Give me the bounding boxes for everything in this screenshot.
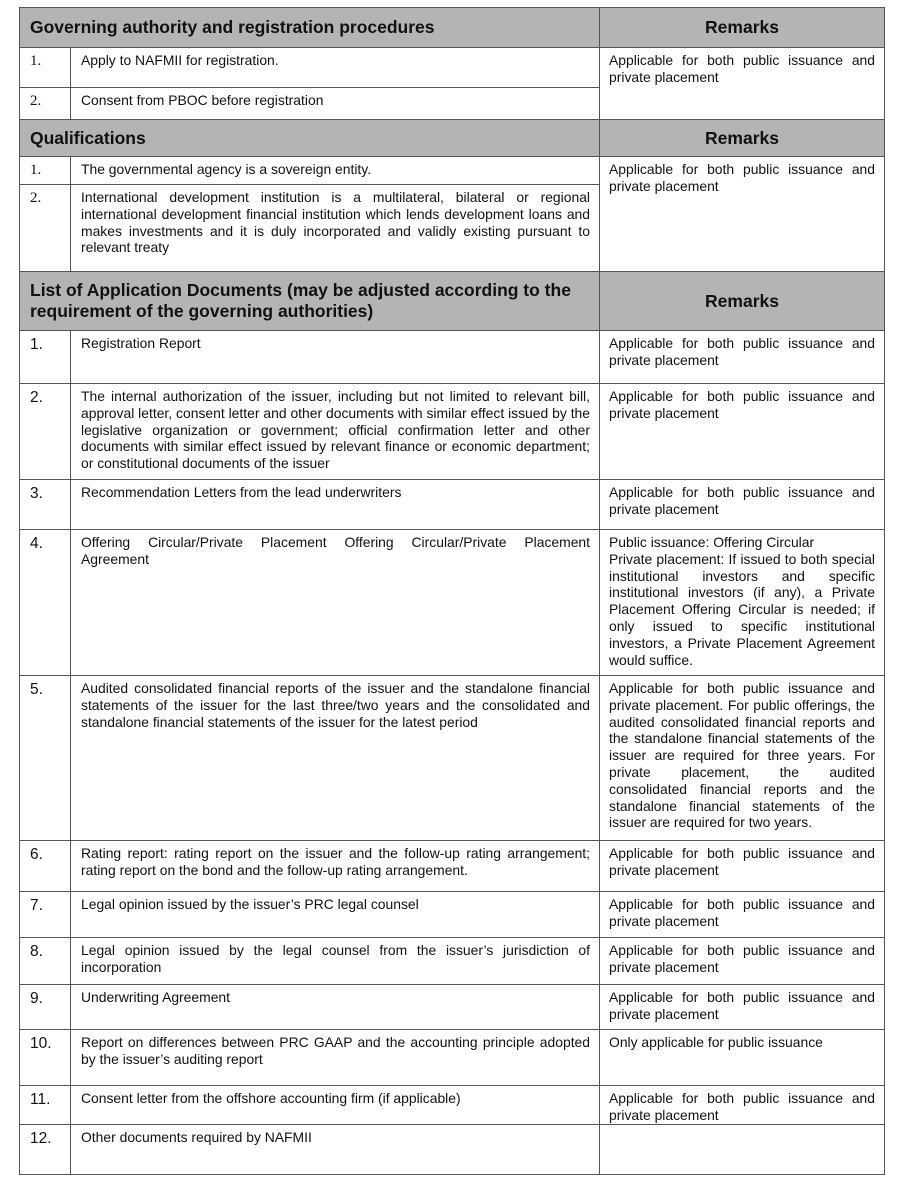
row-remark: Applicable for both public issuance and private placement — [600, 331, 885, 384]
table-row — [20, 892, 885, 938]
row-remark: Applicable for both public issuance and private placement — [600, 985, 885, 1030]
row-description: Legal opinion issued by the legal counsel from the issuer’s jurisdiction of incorporation — [71, 938, 600, 985]
row-number: 4. — [20, 530, 71, 676]
row-description: Rating report: rating report on the issuer and the follow-up rating arrangement; rating report on the bond and the follow-up rating arrangement. — [71, 841, 600, 892]
row-number: 10. — [20, 1030, 71, 1086]
application-requirements-table — [19, 7, 885, 1175]
row-description: Legal opinion issued by the issuer’s PRC legal counsel — [71, 892, 600, 938]
row-number: 2. — [20, 384, 71, 480]
table-row — [20, 1030, 885, 1086]
table-row — [20, 1124, 885, 1174]
row-remark: Applicable for both public issuance and private placement — [600, 841, 885, 892]
row-number: 12. — [20, 1124, 71, 1174]
table-row — [20, 676, 885, 841]
row-description: Consent from PBOC before registration — [71, 88, 600, 120]
row-remark — [600, 1124, 885, 1174]
row-description: Recommendation Letters from the lead underwriters — [71, 480, 600, 530]
remark-line: Private placement: If issued to both special institutional investors and specific institutional investors (if any), a Private Placement Offering Circular is needed; if only issued to specific institutional investors, a Private Placement Agreement would suffice. — [609, 550, 876, 668]
row-number: 3. — [20, 480, 71, 530]
row-number: 5. — [20, 676, 71, 841]
row-description: The internal authorization of the issuer, including but not limited to relevant bill, approval letter, consent letter and other documents with similar effect issued by the legislative organization or government; official confirmation letter and other documents with similar effect issued by relevant finance or economic department; or constitutional documents of the issuer — [71, 384, 600, 480]
row-remark: Applicable for both public issuance and private placement — [600, 892, 885, 938]
section-title: List of Application Documents (may be adjusted according to the requirement of the governing authorities) — [20, 272, 600, 331]
table-row — [20, 384, 885, 480]
row-description: Apply to NAFMII for registration. — [71, 48, 600, 88]
row-remark: Applicable for both public issuance and private placement — [600, 384, 885, 480]
remarks-header: Remarks — [600, 8, 885, 48]
row-description: Report on differences between PRC GAAP and the accounting principle adopted by the issuer’s auditing report — [71, 1030, 600, 1086]
row-number: 11. — [20, 1086, 71, 1125]
table-row — [20, 841, 885, 892]
table-row — [20, 985, 885, 1030]
row-number: 2. — [20, 88, 71, 120]
section-header-qualifications — [20, 120, 885, 157]
row-description: Underwriting Agreement — [71, 985, 600, 1030]
table-row — [20, 157, 885, 185]
row-description: The governmental agency is a sovereign entity. — [71, 157, 600, 185]
row-number: 2. — [20, 185, 71, 272]
table-row — [20, 530, 885, 676]
table-row — [20, 48, 885, 88]
row-remark — [600, 530, 885, 676]
table-row — [20, 1086, 885, 1125]
row-number: 1. — [20, 48, 71, 88]
row-description: International development institution is a multilateral, bilateral or regional international development financial institution which lends development loans and makes investments and it is duly incorporated and validly existing pursuant to relevant treaty — [71, 185, 600, 272]
row-remark: Applicable for both public issuance and private placement — [600, 48, 885, 120]
row-remark: Applicable for both public issuance and private placement — [600, 157, 885, 272]
remarks-header: Remarks — [600, 272, 885, 331]
section-header-documents — [20, 272, 885, 331]
row-remark: Only applicable for public issuance — [600, 1030, 885, 1086]
row-remark: Applicable for both public issuance and private placement — [600, 480, 885, 530]
row-number: 1. — [20, 157, 71, 185]
row-remark: Applicable for both public issuance and private placement — [600, 1086, 885, 1125]
row-remark: Applicable for both public issuance and private placement — [600, 938, 885, 985]
row-remark: Applicable for both public issuance and private placement. For public offerings, the audited consolidated financial reports and the standalone financial statements of the issuer are required for three years. For private placement, the audited consolidated financial reports and the standalone financial statements of the issuer are required for two years. — [600, 676, 885, 841]
section-title: Qualifications — [20, 120, 600, 157]
row-number: 1. — [20, 331, 71, 384]
row-description: Consent letter from the offshore accounting firm (if applicable) — [71, 1086, 600, 1125]
row-description: Audited consolidated financial reports of the issuer and the standalone financial statements of the issuer for the last three/two years and the consolidated and standalone financial statements of the issuer for the latest period — [71, 676, 600, 841]
row-number: 8. — [20, 938, 71, 985]
row-number: 9. — [20, 985, 71, 1030]
table-row — [20, 331, 885, 384]
table-row — [20, 938, 885, 985]
row-number: 7. — [20, 892, 71, 938]
row-description: Registration Report — [71, 331, 600, 384]
row-number: 6. — [20, 841, 71, 892]
section-header-governing — [20, 8, 885, 48]
section-title: Governing authority and registration procedures — [20, 8, 600, 48]
table-row — [20, 480, 885, 530]
row-description: Offering Circular/Private Placement Offering Circular/Private Placement Agreement — [71, 530, 600, 676]
remark-line: Public issuance: Offering Circular — [609, 534, 815, 550]
row-description: Other documents required by NAFMII — [71, 1124, 600, 1174]
remarks-header: Remarks — [600, 120, 885, 157]
